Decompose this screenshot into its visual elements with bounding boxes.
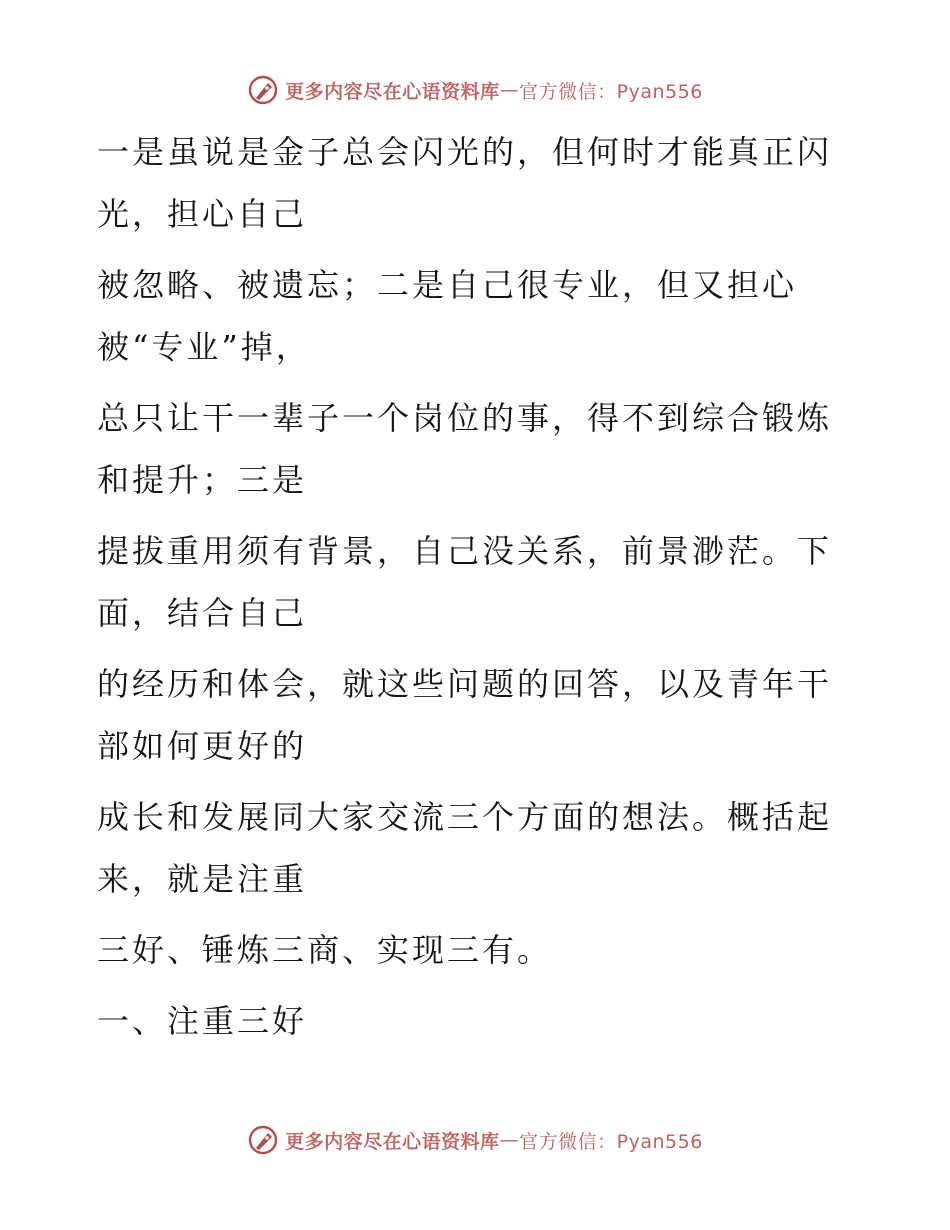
paragraph-5 bbox=[97, 653, 837, 777]
paragraph-7 bbox=[97, 919, 837, 981]
paragraph-4-line-1: 提拔重用须有背景，自己没关系，前景渺茫。下 bbox=[97, 532, 833, 570]
paragraph-6 bbox=[97, 786, 837, 910]
header-banner-dash: — bbox=[499, 79, 520, 101]
pen-nib-logo-icon bbox=[247, 1124, 279, 1156]
paragraph-6-line-1: 成长和发展同大家交流三个方面的想法。概括起 bbox=[97, 798, 833, 836]
header-banner bbox=[0, 70, 950, 110]
footer-banner-wechat: 官方微信：Pyan556 bbox=[519, 1130, 703, 1153]
paragraph-2 bbox=[97, 254, 837, 378]
pen-nib-logo-icon bbox=[247, 74, 279, 106]
footer-banner bbox=[0, 1120, 950, 1160]
section-heading-text: 一、注重三好 bbox=[97, 1002, 308, 1040]
paragraph-4-line-2: 面，结合自己 bbox=[97, 594, 308, 632]
document-body bbox=[97, 121, 837, 1061]
paragraph-1-line-1: 一是虽说是金子总会闪光的，但何时才能真正闪 bbox=[97, 133, 833, 171]
paragraph-3-line-2: 和提升；三是 bbox=[97, 461, 308, 499]
paragraph-6-line-2: 来，就是注重 bbox=[97, 860, 308, 898]
paragraph-2-line-1: 被忽略、被遗忘；二是自己很专业，但又担心 bbox=[97, 266, 798, 304]
paragraph-1-line-2: 光，担心自己 bbox=[97, 195, 308, 233]
paragraph-5-line-1: 的经历和体会，就这些问题的回答，以及青年干 bbox=[97, 665, 833, 703]
paragraph-4 bbox=[97, 520, 837, 644]
paragraph-3 bbox=[97, 387, 837, 511]
header-banner-text: 更多内容尽在心语资料库 bbox=[285, 80, 500, 103]
footer-banner-text: 更多内容尽在心语资料库 bbox=[285, 1130, 500, 1153]
paragraph-1 bbox=[97, 121, 837, 245]
paragraph-5-line-2: 部如何更好的 bbox=[97, 727, 308, 765]
paragraph-3-line-1: 总只让干一辈子一个岗位的事，得不到综合锻炼 bbox=[97, 399, 833, 437]
footer-banner-dash: — bbox=[499, 1129, 520, 1151]
section-heading bbox=[97, 990, 837, 1052]
paragraph-7-line-1: 三好、锤炼三商、实现三有。 bbox=[97, 931, 553, 969]
header-banner-wechat: 官方微信：Pyan556 bbox=[519, 80, 703, 103]
paragraph-2-line-2: 被“专业”掉， bbox=[97, 328, 311, 366]
